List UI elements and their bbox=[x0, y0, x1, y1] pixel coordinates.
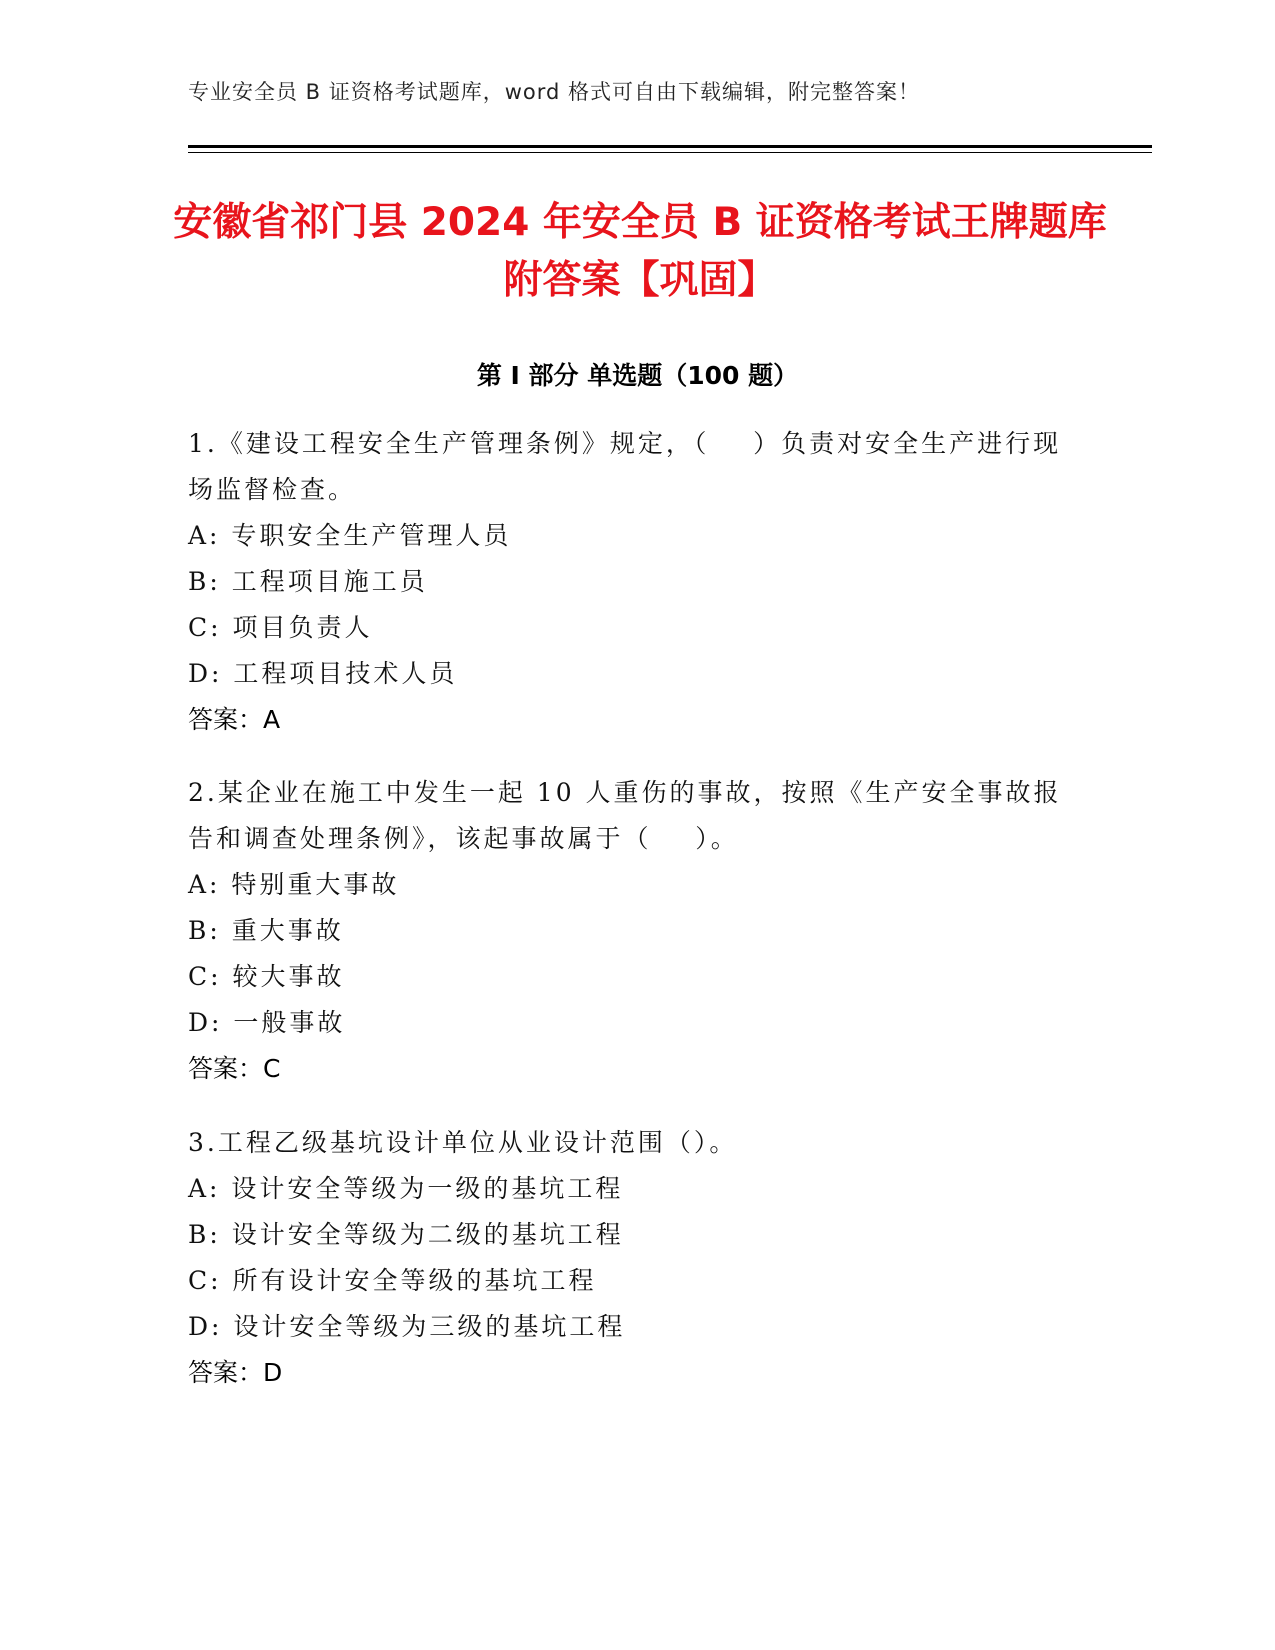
header-note: 专业安全员 B 证资格考试题库，word 格式可自由下载编辑，附完整答案！ bbox=[188, 80, 921, 104]
option-b: B: 重大事故 bbox=[188, 916, 344, 945]
header-divider-thin bbox=[188, 152, 1152, 153]
option-c: C: 项目负责人 bbox=[188, 613, 373, 642]
header-divider-thick bbox=[188, 145, 1152, 148]
document-title: 安徽省祁门县 2024 年安全员 B 证资格考试王牌题库附答案【巩固】 bbox=[173, 200, 1107, 303]
section-heading: 第 I 部分 单选题（100 题） bbox=[476, 361, 799, 390]
option-a: A: 专职安全生产管理人员 bbox=[188, 521, 512, 550]
question-1 bbox=[188, 421, 1088, 743]
option-d: D: 工程项目技术人员 bbox=[188, 659, 458, 688]
question-3 bbox=[188, 1120, 1088, 1396]
option-c: C: 所有设计安全等级的基坑工程 bbox=[188, 1266, 597, 1295]
question-2 bbox=[188, 770, 1088, 1092]
question-stem: 2.某企业在施工中发生一起 10 人重伤的事故，按照《生产安全事故报告和调查处理条例》，该起事故属于（ ）。 bbox=[188, 778, 1062, 853]
option-a: A: 特别重大事故 bbox=[188, 870, 400, 899]
answer-label: 答案：C bbox=[188, 1054, 281, 1083]
option-d: D: 设计安全等级为三级的基坑工程 bbox=[188, 1312, 626, 1341]
answer-label: 答案：A bbox=[188, 705, 281, 734]
option-b: B: 设计安全等级为二级的基坑工程 bbox=[188, 1220, 624, 1249]
option-a: A: 设计安全等级为一级的基坑工程 bbox=[188, 1174, 624, 1203]
option-d: D: 一般事故 bbox=[188, 1008, 346, 1037]
question-stem: 3.工程乙级基坑设计单位从业设计范围（）。 bbox=[188, 1128, 738, 1157]
answer-label: 答案：D bbox=[188, 1358, 283, 1387]
question-stem: 1.《建设工程安全生产管理条例》规定，（ ）负责对安全生产进行现场监督检查。 bbox=[188, 429, 1062, 504]
option-c: C: 较大事故 bbox=[188, 962, 345, 991]
option-b: B: 工程项目施工员 bbox=[188, 567, 428, 596]
